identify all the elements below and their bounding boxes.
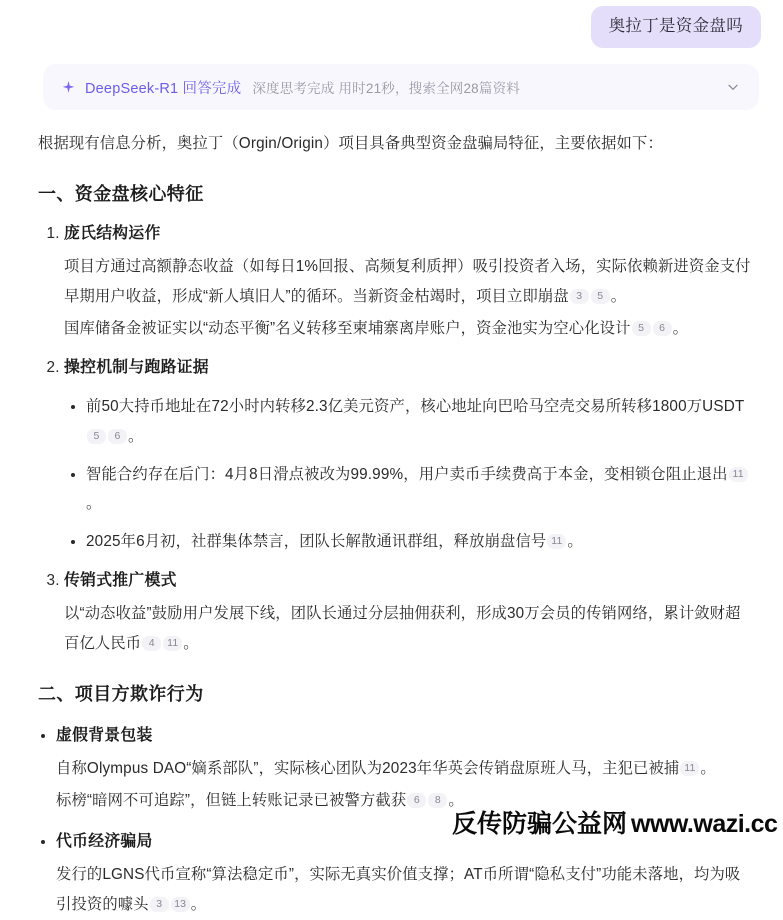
body-tail: 。 (610, 287, 627, 305)
answer-intro-paragraph (38, 129, 753, 159)
citation-chip[interactable]: 4 (142, 636, 161, 651)
body-text: 前50大持币地址在72小时内转移2.3亿美元资产，核心地址向巴哈马空壳交易所转移1800万USDT (86, 397, 745, 415)
list-item (56, 827, 753, 920)
list-item (56, 721, 753, 816)
citation-chip[interactable]: 11 (547, 534, 566, 549)
list-item-title: 2. 操控机制与跑路证据 (64, 359, 209, 377)
citation-chip[interactable]: 6 (653, 321, 672, 336)
citation-chip[interactable]: 11 (163, 636, 182, 651)
thinking-status-bar[interactable] (43, 64, 759, 110)
list-item (86, 460, 753, 520)
body-text: 2025年6月初，社群集体禁言，团队长解散通讯群组，释放崩盘信号 (86, 533, 547, 551)
body-tail: 。 (86, 495, 102, 513)
section-1-heading: 一、资金盘核心特征 (38, 184, 204, 205)
chevron-down-icon[interactable] (725, 79, 741, 95)
answer-body (0, 129, 783, 920)
list-item-body-2 (56, 786, 753, 816)
body-text: 发行的LGNS代币宣称“算法稳定币”，实际无真实价值支撑；AT币所谓“隐私支付”功能未落地，均为吸引投资的噱头 (56, 865, 741, 913)
watermark-site-name: 反传防骗公益网 (452, 810, 628, 838)
citation-chip[interactable]: 6 (407, 793, 426, 808)
citation-chip[interactable]: 11 (729, 467, 748, 482)
list-item-body (64, 599, 753, 659)
citation-chip[interactable]: 5 (632, 321, 651, 336)
citation-chip[interactable]: 6 (108, 429, 127, 444)
list-item-title: • 代币经济骗局 (56, 832, 153, 850)
body-text: 以“动态收益”鼓励用户发展下线，团队长通过分层抽佣获利，形成30万会员的传销网络，累计敛财超百亿人民币 (64, 604, 741, 652)
citation-chip[interactable]: 11 (680, 761, 699, 776)
list-item (64, 353, 753, 557)
user-message-row (0, 0, 783, 48)
body-tail: 。 (567, 533, 583, 551)
watermark-url: www.wazi.cc (631, 810, 778, 838)
body-text: 自称Olympus DAO“嫡系部队”，实际核心团队为2023年华英会传销盘原班人马，主犯已被捕 (56, 759, 680, 777)
model-status-label: DeepSeek-R1 回答完成 (85, 80, 242, 97)
list-item-title: • 虚假背景包装 (56, 726, 153, 744)
body-tail: 。 (183, 634, 199, 652)
body-tail: 。 (190, 895, 207, 913)
list-item-title: 3. 传销式推广模式 (64, 572, 177, 589)
body-text: 智能合约存在后门：4月8日滑点被改为99.99%，用户卖币手续费高于本金，变相锁仓阻止退出 (86, 465, 728, 483)
thinking-detail-label: 深度思考完成 用时21秒，搜索全网28篇资料 (252, 81, 520, 97)
citation-chip[interactable]: 5 (591, 289, 610, 304)
body-tail: 。 (448, 791, 464, 809)
body-tail: 。 (700, 759, 716, 777)
section-2-heading: 二、项目方欺诈行为 (38, 684, 204, 705)
body-text: 标榜“暗网不可追踪”，但链上转账记录已被警方截获 (56, 791, 407, 809)
nested-bullet-list (64, 392, 753, 557)
list-item-body-2 (64, 314, 753, 344)
status-bar-wrap (0, 48, 783, 110)
sparkle-icon (61, 80, 76, 95)
list-item (64, 219, 753, 344)
list-item-body (56, 754, 753, 784)
section-2-bullet-list (38, 721, 753, 920)
list-item-title: 1. 庞氏结构运作 (64, 224, 161, 242)
body-tail: 。 (672, 319, 689, 337)
body-tail: 。 (128, 427, 144, 445)
citation-chip[interactable]: 13 (171, 897, 190, 912)
body-text: 国库储备金被证实以“动态平衡”名义转移至柬埔寨离岸账户，资金池实为空心化设计 (64, 319, 631, 337)
section-1-numbered-list (38, 219, 753, 659)
list-item-body (56, 860, 753, 920)
citation-chip[interactable]: 3 (570, 289, 589, 304)
citation-chip[interactable]: 8 (428, 793, 447, 808)
body-text: 项目方通过高额静态收益（如每日1%回报、高频复利质押）吸引投资者入场，实际依赖新进资金支付早期用户收益，形成“新人填旧人”的循环。当新资金枯竭时，项目立即崩盘 (64, 257, 751, 305)
user-message-bubble: 奥拉丁是资金盘吗 (591, 6, 761, 48)
list-item (86, 392, 753, 452)
list-item-body (64, 252, 753, 312)
list-item (86, 527, 753, 557)
answer-intro-text: 根据现有信息分析，奥拉丁（Orgin/Origin）项目具备典型资金盘骗局特征，主要依据如下： (38, 135, 663, 153)
list-item (64, 566, 753, 659)
citation-chip[interactable]: 3 (150, 897, 169, 912)
citation-chip[interactable]: 5 (87, 429, 106, 444)
